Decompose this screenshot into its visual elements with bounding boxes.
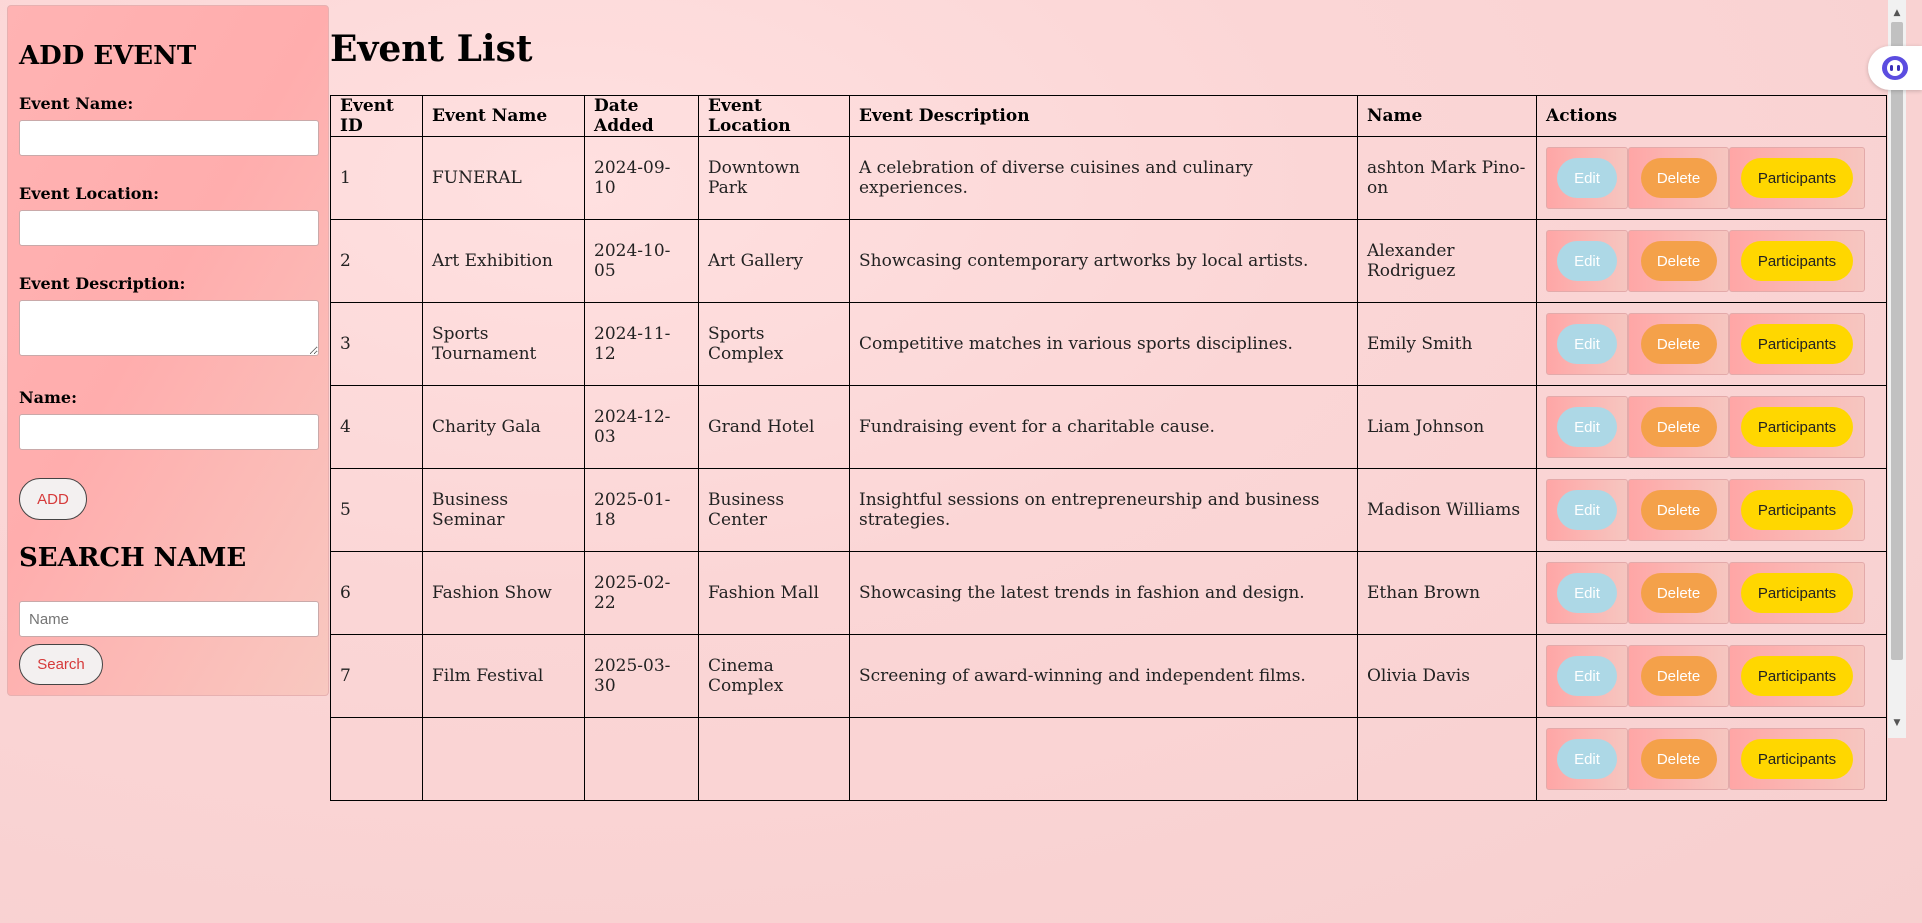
delete-button[interactable]: Delete bbox=[1641, 739, 1717, 779]
cell-event-id bbox=[331, 718, 423, 801]
cell-event-location bbox=[699, 718, 850, 801]
cell-date-added bbox=[585, 718, 699, 801]
delete-button[interactable]: Delete bbox=[1641, 324, 1717, 364]
cell-event-location: Sports Complex bbox=[699, 303, 850, 386]
cell-event-name: Film Festival bbox=[423, 635, 585, 718]
cell-name bbox=[1358, 718, 1537, 801]
edit-button-wrapper bbox=[1546, 396, 1628, 458]
cell-event-location: Grand Hotel bbox=[699, 386, 850, 469]
event-location-label: Event Location: bbox=[19, 184, 159, 203]
edit-button[interactable]: Edit bbox=[1557, 241, 1617, 281]
add-event-panel bbox=[7, 5, 329, 696]
delete-button[interactable]: Delete bbox=[1641, 656, 1717, 696]
cell-event-name: Sports Tournament bbox=[423, 303, 585, 386]
table-row bbox=[331, 718, 1887, 801]
table-row bbox=[331, 303, 1887, 386]
participants-button[interactable]: Participants bbox=[1741, 656, 1853, 696]
delete-button[interactable]: Delete bbox=[1641, 490, 1717, 530]
participants-button[interactable]: Participants bbox=[1741, 573, 1853, 613]
cell-actions bbox=[1537, 718, 1887, 801]
participants-button-wrapper bbox=[1729, 645, 1865, 707]
cell-event-location: Cinema Complex bbox=[699, 635, 850, 718]
cell-event-name: Art Exhibition bbox=[423, 220, 585, 303]
cell-actions bbox=[1537, 220, 1887, 303]
col-header-event-name: Event Name bbox=[423, 96, 585, 137]
cell-event-name: Business Seminar bbox=[423, 469, 585, 552]
assistant-bot-face-svg bbox=[1882, 56, 1908, 80]
cell-event-location: Business Center bbox=[699, 469, 850, 552]
edit-button[interactable]: Edit bbox=[1557, 324, 1617, 364]
delete-button[interactable]: Delete bbox=[1641, 407, 1717, 447]
add-button[interactable]: ADD bbox=[19, 478, 87, 520]
delete-button-wrapper bbox=[1628, 147, 1729, 209]
cell-event-id: 3 bbox=[331, 303, 423, 386]
scroll-up-arrow-icon[interactable]: ▲ bbox=[1893, 8, 1901, 18]
edit-button-wrapper bbox=[1546, 313, 1628, 375]
cell-event-description: Competitive matches in various sports disciplines. bbox=[850, 303, 1358, 386]
assistant-bot-icon bbox=[1882, 56, 1908, 80]
assistant-bot-button[interactable] bbox=[1868, 46, 1922, 90]
participants-button-wrapper bbox=[1729, 230, 1865, 292]
cell-event-id: 4 bbox=[331, 386, 423, 469]
scroll-down-arrow-icon[interactable]: ▼ bbox=[1893, 718, 1901, 728]
cell-event-location: Fashion Mall bbox=[699, 552, 850, 635]
participants-button-wrapper bbox=[1729, 479, 1865, 541]
scrollbar-thumb[interactable] bbox=[1891, 22, 1903, 660]
cell-event-description: Screening of award-winning and independent films. bbox=[850, 635, 1358, 718]
delete-button-wrapper bbox=[1628, 396, 1729, 458]
cell-date-added: 2025-02-22 bbox=[585, 552, 699, 635]
col-header-event-id: Event ID bbox=[331, 96, 423, 137]
cell-actions bbox=[1537, 137, 1887, 220]
cell-event-description: Insightful sessions on entrepreneurship and business strategies. bbox=[850, 469, 1358, 552]
participants-button[interactable]: Participants bbox=[1741, 407, 1853, 447]
name-label: Name: bbox=[19, 388, 78, 407]
cell-event-id: 6 bbox=[331, 552, 423, 635]
edit-button-wrapper bbox=[1546, 147, 1628, 209]
delete-button[interactable]: Delete bbox=[1641, 158, 1717, 198]
cell-actions bbox=[1537, 386, 1887, 469]
cell-event-location: Art Gallery bbox=[699, 220, 850, 303]
cell-date-added: 2024-12-03 bbox=[585, 386, 699, 469]
cell-event-description: A celebration of diverse cuisines and culinary experiences. bbox=[850, 137, 1358, 220]
cell-actions bbox=[1537, 303, 1887, 386]
delete-button-wrapper bbox=[1628, 230, 1729, 292]
participants-button[interactable]: Participants bbox=[1741, 324, 1853, 364]
cell-date-added: 2024-11-12 bbox=[585, 303, 699, 386]
participants-button[interactable]: Participants bbox=[1741, 490, 1853, 530]
cell-date-added: 2024-10-05 bbox=[585, 220, 699, 303]
cell-name: Madison Williams bbox=[1358, 469, 1537, 552]
participants-button[interactable]: Participants bbox=[1741, 739, 1853, 779]
cell-date-added: 2025-01-18 bbox=[585, 469, 699, 552]
delete-button-wrapper bbox=[1628, 313, 1729, 375]
cell-event-name: FUNERAL bbox=[423, 137, 585, 220]
event-table bbox=[330, 95, 1887, 801]
page-title: Event List bbox=[330, 28, 533, 70]
edit-button[interactable]: Edit bbox=[1557, 656, 1617, 696]
cell-name: Olivia Davis bbox=[1358, 635, 1537, 718]
col-header-event-description: Event Description bbox=[850, 96, 1358, 137]
cell-name: Liam Johnson bbox=[1358, 386, 1537, 469]
delete-button-wrapper bbox=[1628, 562, 1729, 624]
edit-button[interactable]: Edit bbox=[1557, 490, 1617, 530]
edit-button-wrapper bbox=[1546, 728, 1628, 790]
participants-button-wrapper bbox=[1729, 562, 1865, 624]
cell-event-name: Charity Gala bbox=[423, 386, 585, 469]
cell-event-name: Fashion Show bbox=[423, 552, 585, 635]
participants-button-wrapper bbox=[1729, 147, 1865, 209]
cell-date-added: 2024-09-10 bbox=[585, 137, 699, 220]
delete-button-wrapper bbox=[1628, 479, 1729, 541]
event-description-label: Event Description: bbox=[19, 274, 186, 293]
cell-event-id: 1 bbox=[331, 137, 423, 220]
table-row bbox=[331, 386, 1887, 469]
delete-button[interactable]: Delete bbox=[1641, 241, 1717, 281]
table-row bbox=[331, 552, 1887, 635]
edit-button[interactable]: Edit bbox=[1557, 158, 1617, 198]
col-header-name: Name bbox=[1358, 96, 1537, 137]
edit-button-wrapper bbox=[1546, 479, 1628, 541]
event-name-input[interactable] bbox=[19, 120, 319, 156]
table-row bbox=[331, 137, 1887, 220]
search-input[interactable] bbox=[19, 601, 319, 637]
cell-event-description bbox=[850, 718, 1358, 801]
cell-actions bbox=[1537, 552, 1887, 635]
cell-actions bbox=[1537, 469, 1887, 552]
cell-event-description: Showcasing contemporary artworks by local artists. bbox=[850, 220, 1358, 303]
cell-name: ashton Mark Pino-on bbox=[1358, 137, 1537, 220]
event-table-container[interactable] bbox=[330, 95, 1887, 768]
cell-event-id: 7 bbox=[331, 635, 423, 718]
col-header-actions: Actions bbox=[1537, 96, 1887, 137]
delete-button[interactable]: Delete bbox=[1641, 573, 1717, 613]
event-description-input[interactable] bbox=[19, 300, 319, 356]
table-header-row bbox=[331, 96, 1887, 137]
vertical-scrollbar[interactable] bbox=[1888, 0, 1906, 738]
cell-event-description: Fundraising event for a charitable cause. bbox=[850, 386, 1358, 469]
edit-button-wrapper bbox=[1546, 562, 1628, 624]
cell-event-name bbox=[423, 718, 585, 801]
cell-event-location: Downtown Park bbox=[699, 137, 850, 220]
participants-button-wrapper bbox=[1729, 313, 1865, 375]
cell-actions bbox=[1537, 635, 1887, 718]
delete-button-wrapper bbox=[1628, 728, 1729, 790]
table-row bbox=[331, 635, 1887, 718]
event-name-label: Event Name: bbox=[19, 94, 134, 113]
table-row bbox=[331, 469, 1887, 552]
delete-button-wrapper bbox=[1628, 645, 1729, 707]
edit-button[interactable]: Edit bbox=[1557, 407, 1617, 447]
cell-name: Alexander Rodriguez bbox=[1358, 220, 1537, 303]
table-row bbox=[331, 220, 1887, 303]
search-name-title: SEARCH NAME bbox=[19, 543, 247, 573]
edit-button-wrapper bbox=[1546, 645, 1628, 707]
participants-button[interactable]: Participants bbox=[1741, 158, 1853, 198]
cell-date-added: 2025-03-30 bbox=[585, 635, 699, 718]
event-location-input[interactable] bbox=[19, 210, 319, 246]
participants-button-wrapper bbox=[1729, 728, 1865, 790]
cell-name: Ethan Brown bbox=[1358, 552, 1537, 635]
participants-button-wrapper bbox=[1729, 396, 1865, 458]
cell-event-id: 5 bbox=[331, 469, 423, 552]
add-event-title: ADD EVENT bbox=[19, 41, 197, 71]
participants-button[interactable]: Participants bbox=[1741, 241, 1853, 281]
cell-name: Emily Smith bbox=[1358, 303, 1537, 386]
search-button[interactable]: Search bbox=[19, 644, 103, 685]
cell-event-id: 2 bbox=[331, 220, 423, 303]
edit-button-wrapper bbox=[1546, 230, 1628, 292]
name-input[interactable] bbox=[19, 414, 319, 450]
col-header-date-added: Date Added bbox=[585, 96, 699, 137]
cell-event-description: Showcasing the latest trends in fashion and design. bbox=[850, 552, 1358, 635]
edit-button[interactable]: Edit bbox=[1557, 739, 1617, 779]
col-header-event-location: Event Location bbox=[699, 96, 850, 137]
edit-button[interactable]: Edit bbox=[1557, 573, 1617, 613]
